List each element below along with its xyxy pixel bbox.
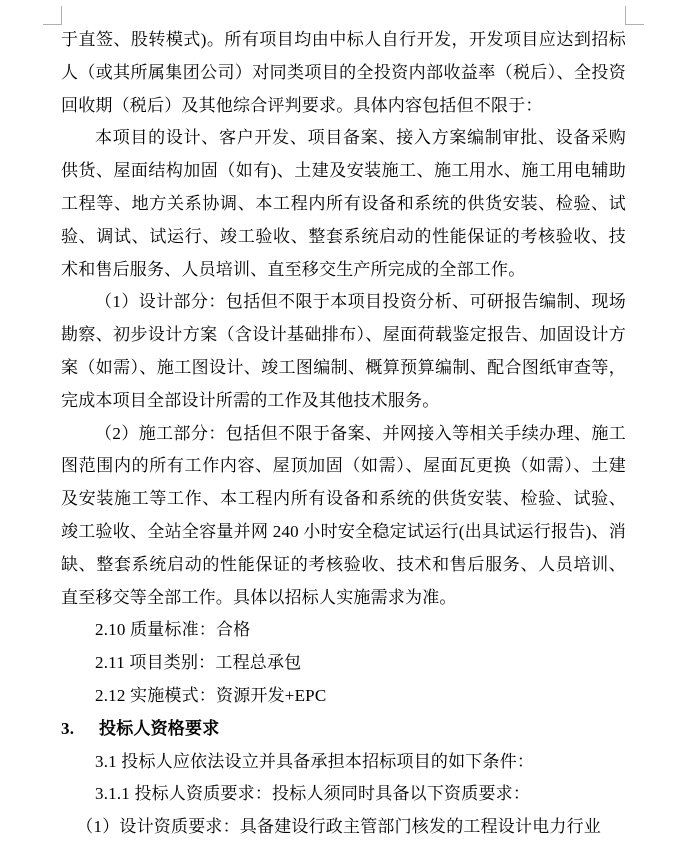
line-bidder-conditions: 3.1 投标人应依法设立并具备承担本招标项目的如下条件： xyxy=(95,751,535,771)
line-design-qualification-requirement: （1）设计资质要求：具备建设行政主管部门核发的工程设计电力行业 xyxy=(76,817,601,837)
paragraph-design-part: （1）设计部分：包括但不限于本项目投资分析、可研报告编制、现场勘察、初步设计方案（含设计基础排布）、屋面荷载鉴定报告、加固设计方案（如需）、施工图设计、竣工图编制、概算预算编制、配合图纸审查等，完成本项目全部设计所需的工作及其他技术服务。 xyxy=(61,292,626,410)
section-heading-title: 投标人资格要求 xyxy=(99,718,220,738)
section-heading-bidder-qualification xyxy=(61,713,626,746)
line-project-category: 2.11 项目类别：工程总承包 xyxy=(95,653,302,673)
line-implementation-mode: 2.12 实施模式：资源开发+EPC xyxy=(95,685,327,705)
paragraph-construction-part: （2）施工部分：包括但不限于备案、并网接入等相关手续办理、施工图范围内的所有工作内容、屋顶加固（如需）、屋面瓦更换（如需）、土建及安装施工等工作、本工程内所有设备和系统的供货安装、检验、试验、竣工验收、全站全容量并网 240 小时安全稳定试运行(出具试运行报告)、消缺、整套系统启动的性能保证的考核验收、技术和售后服务、人员培训、直至移交等全部工作。具体以招标人实施需求为准。 xyxy=(61,423,626,607)
text-boundary-mark-top-left xyxy=(43,6,62,25)
text-boundary-mark-top-right xyxy=(625,6,644,25)
document-body xyxy=(61,24,626,844)
paragraph-continuation-project-requirements: 于直签、股转模式)。所有项目均由中标人自行开发，开发项目应达到招标人（或其所属集团公司）对同类项目的全投资内部收益率（税后）、全投资回收期（税后）及其他综合评判要求。具体内容包括但不限于： xyxy=(61,30,626,115)
section-heading-number: 3. xyxy=(61,718,75,738)
paragraph-scope-of-work-overview: 本项目的设计、客户开发、项目备案、接入方案编制审批、设备采购供货、屋面结构加固（如有)、土建及安装施工、施工用水、施工用电辅助工程等、地方关系协调、本工程内所有设备和系统的供货安装、检验、试验、调试、试运行、竣工验收、整套系统启动的性能保证的考核验收、技术和售后服务、人员培训、直至移交生产所完成的全部工作。 xyxy=(61,128,626,279)
line-bidder-qualification-requirement: 3.1.1 投标人资质要求：投标人须同时具备以下资质要求： xyxy=(95,784,531,804)
line-quality-standard: 2.10 质量标准：合格 xyxy=(95,620,251,640)
